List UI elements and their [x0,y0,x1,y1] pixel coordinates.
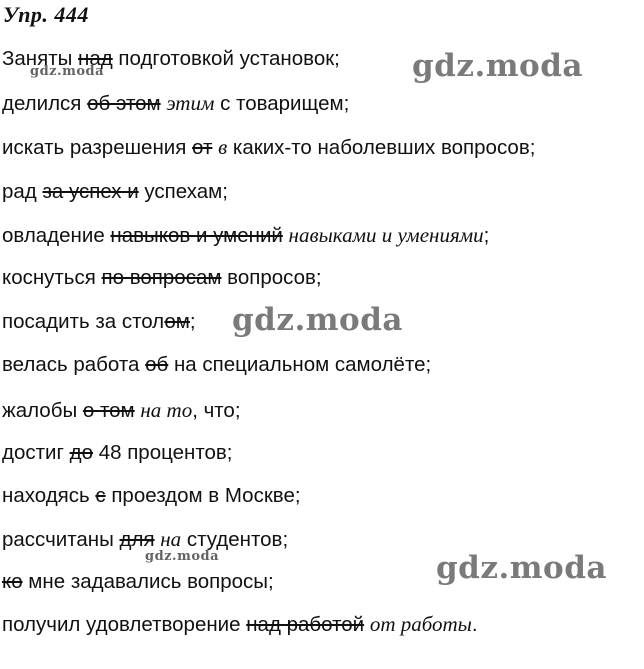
line-text: мне задавались вопросы; [22,570,274,593]
watermark: gdz.moda [232,302,403,338]
line-text: , что; [192,399,241,422]
line-text: . [471,613,478,636]
correction-text: на то [140,398,193,422]
line-text: ; [483,224,490,247]
watermark: gdz.moda [30,64,105,79]
struck-text: об этом [87,92,161,115]
struck-text: над работой [246,613,365,636]
watermark: gdz.moda [145,549,220,564]
exercise-line [2,223,489,248]
struck-text: об [145,353,169,376]
struck-text: за успех и [42,180,139,203]
line-text: овладение [2,224,111,247]
line-text: достиг [2,441,70,464]
struck-text: о том [82,399,135,422]
exercise-line [2,441,233,465]
line-text: 48 процентов; [93,441,233,464]
exercise-line [2,484,301,508]
line-text: находясь [2,484,96,507]
correction-text: этим [166,91,215,115]
line-text: подготовкой установок; [112,47,340,70]
exercise-line [2,398,241,423]
line-text: Заняты [2,47,79,70]
line-text: студентов; [181,528,289,551]
exercise-line [2,135,535,160]
struck-text: ом [164,310,190,333]
line-text: ; [189,310,196,333]
correction-text: навыками и умениями [288,223,484,247]
watermark: gdz.moda [412,48,583,84]
exercise-line [2,570,274,594]
line-text: каких-то наболевших вопросов; [227,136,536,159]
exercise-line [2,266,322,290]
struck-text: над [78,47,113,70]
exercise-line [2,310,196,334]
exercise-title: Упр. 444 [3,2,89,27]
exercise-line [2,91,349,116]
struck-text: с [95,484,106,507]
exercise-line [2,612,478,637]
line-text: рассчитаны [2,528,120,551]
struck-text: до [69,441,94,464]
line-text: жалобы [2,399,83,422]
line-text: посадить за стол [2,310,165,333]
exercise-line [2,180,228,204]
line-text: рад [2,180,43,203]
struck-text: для [119,528,155,551]
line-text: велась работа [2,353,146,376]
watermark: gdz.moda [436,550,607,586]
line-text: успехам; [138,180,228,203]
line-text: делился [2,92,88,115]
correction-text: в [218,135,228,159]
struck-text: навыков и умений [110,224,283,247]
line-text: с товарищем; [214,92,350,115]
line-text: на специальном самолёте; [168,353,432,376]
struck-text: от [192,136,213,159]
line-text: получил удовлетворение [2,613,247,636]
correction-text: от работы [369,612,472,636]
line-text: коснуться [2,266,102,289]
line-text: искать разрешения [2,136,193,159]
struck-text: ко [2,570,23,593]
line-text: проездом в Москве; [105,484,301,507]
correction-text: на [160,527,182,551]
line-text: вопросов; [221,266,322,289]
struck-text: по вопросам [101,266,222,289]
exercise-line [2,353,431,377]
